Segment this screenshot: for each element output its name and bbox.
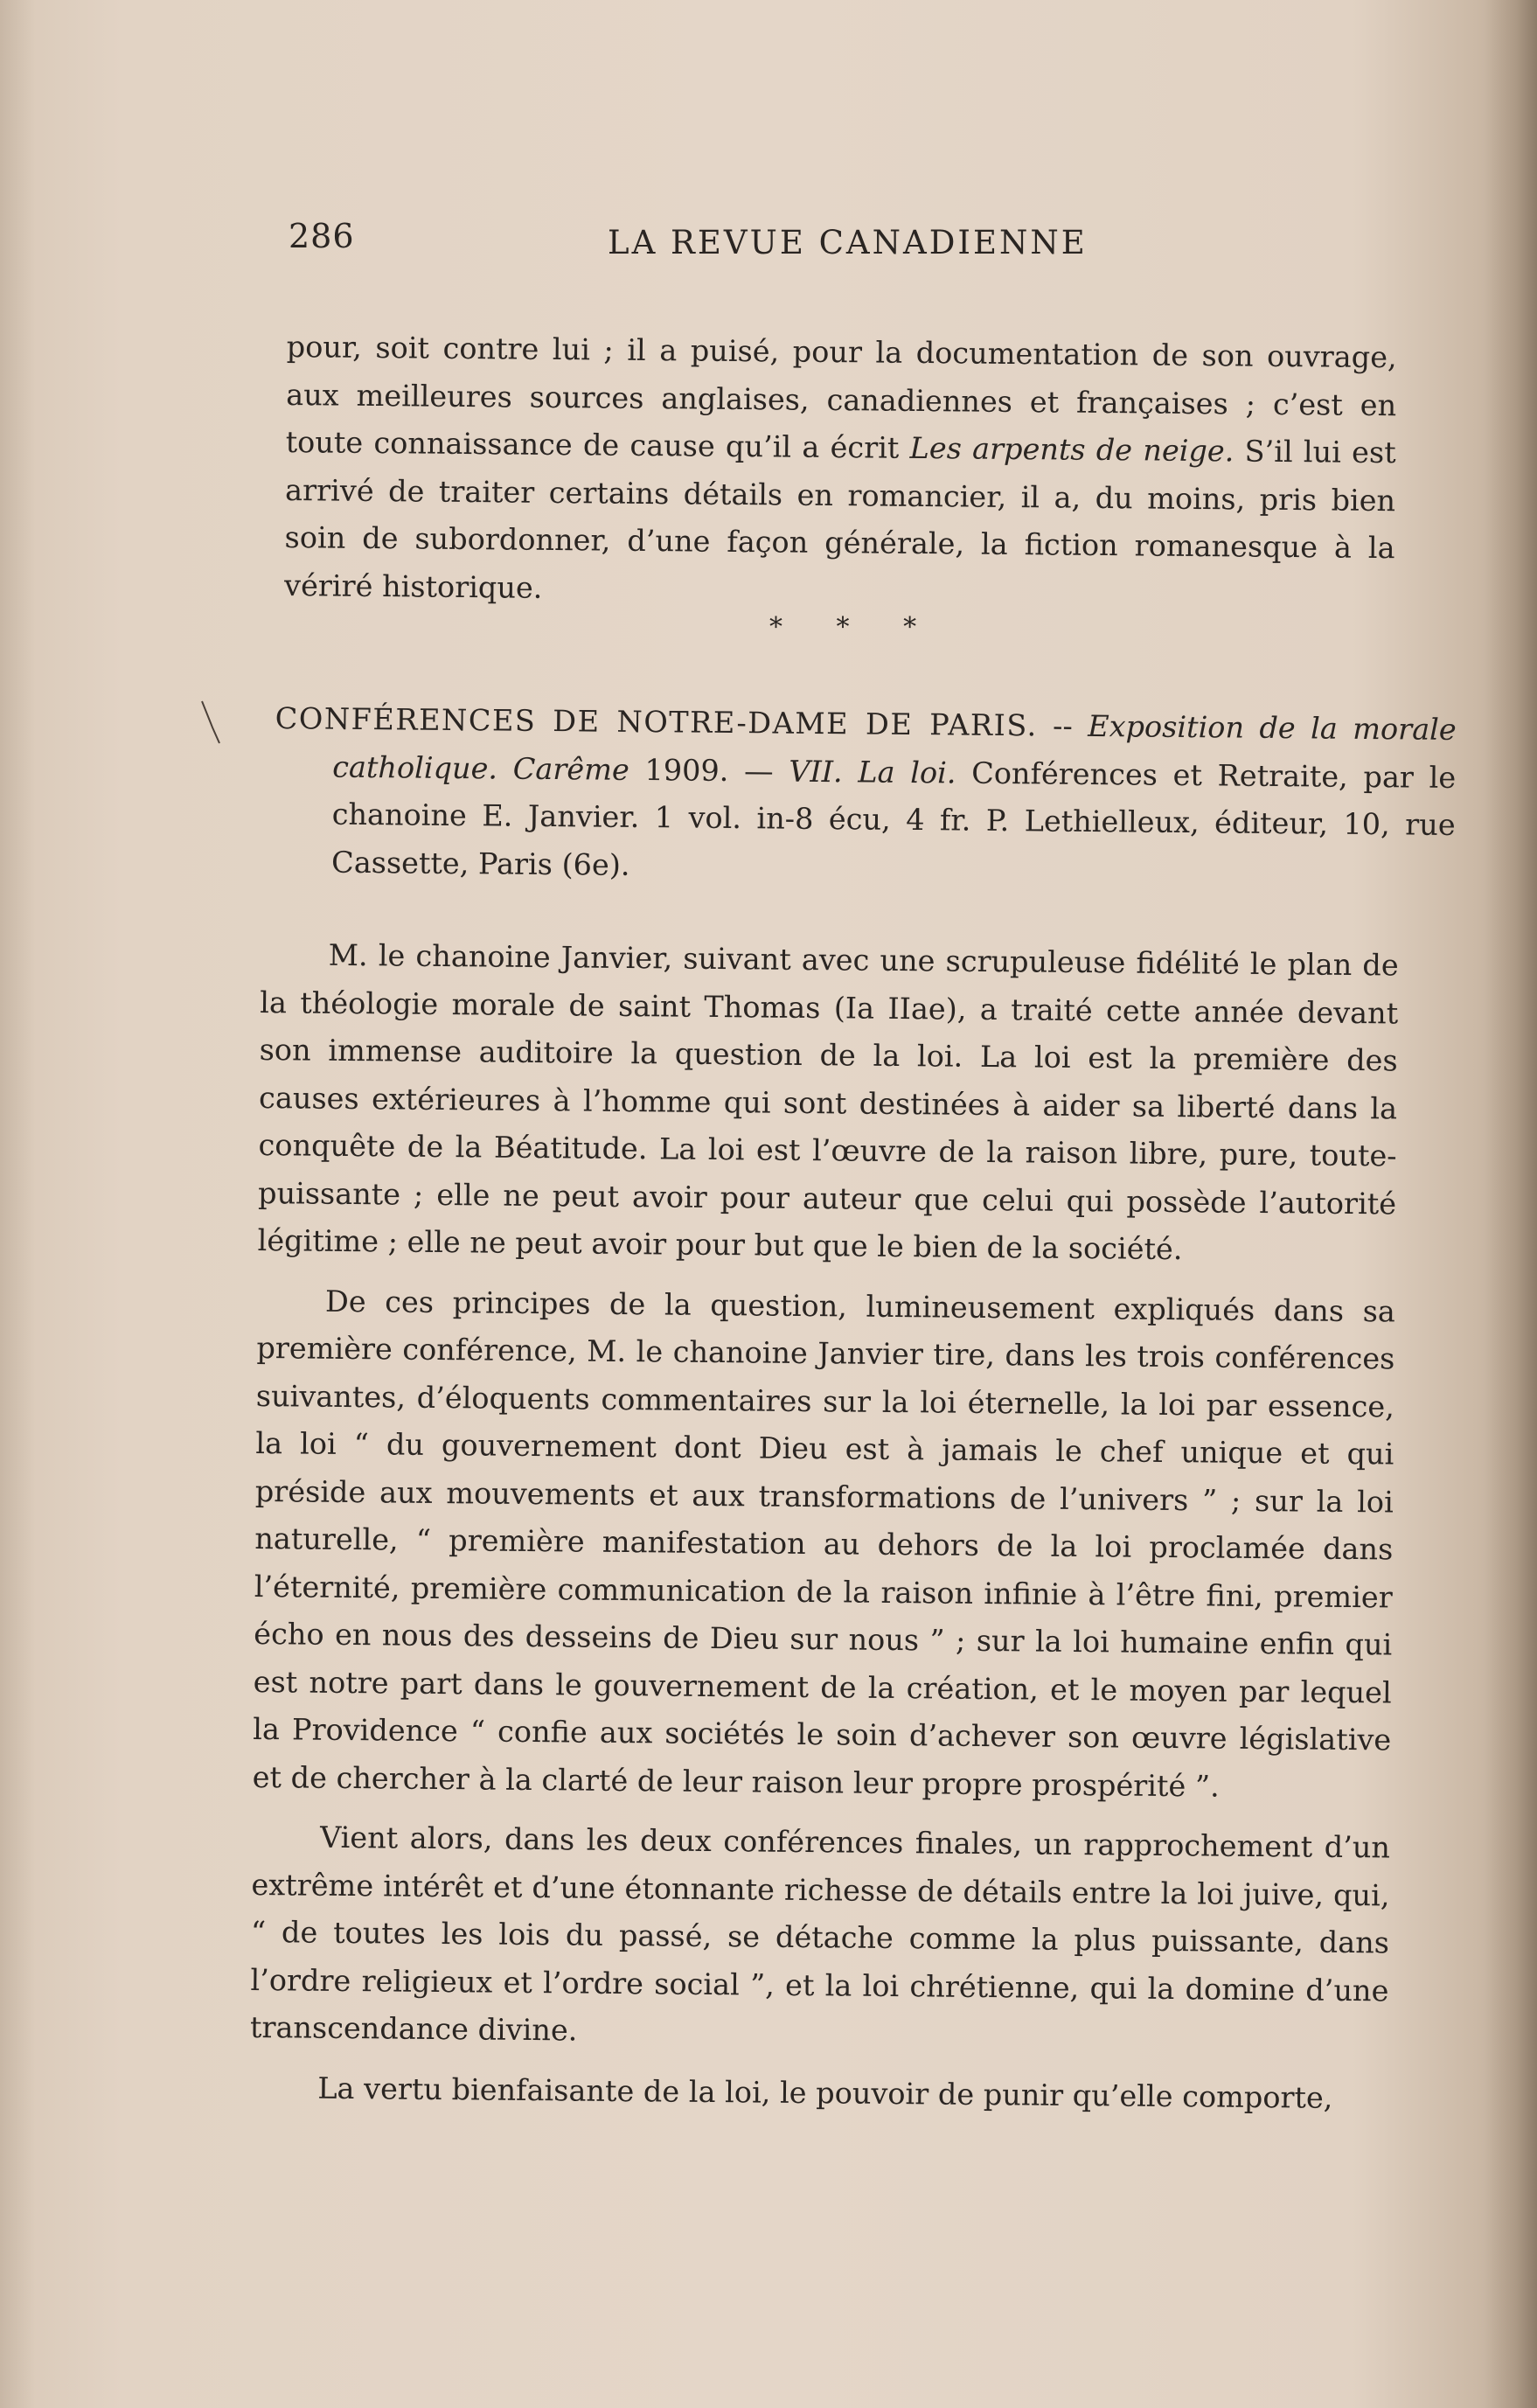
review-paragraph: La vertu bienfaisante de la loi, le pouvoir de punir qu’elle comporte,	[317, 2070, 1333, 2115]
intro-paragraph	[284, 324, 1397, 620]
margin-pencil-mark	[197, 698, 223, 750]
review-paragraph: De ces principes de la question, lumineusement expliqués dans sa première conférence, M. le chanoine Janvier tire, dans les trois conférences suivantes, d’éloquents commentaires sur la loi éternelle, la loi par essence, la loi “ du gouvernement dont Dieu est à jamais le chef unique et qui préside aux mouvements et aux transformations de l’univers ” ; sur la loi naturelle, “ première manifestation au dehors de la loi proclamée dans l’éternité, première communication de la raison infinie à l’être fini, premier écho en nous des desseins de Dieu sur nous ” ; sur la loi humaine enfin qui est notre part dans le gouvernement de la création, et le moyen par lequel la Providence “ confie aux sociétés le soin d’achever son œuvre législative et de chercher à la clarté de leur raison leur propre prospérité ”.	[252, 1284, 1396, 1804]
section-separator: * * *	[769, 612, 940, 643]
review-paragraph: Vient alors, dans les deux conférences finales, un rapprochement d’un extrême intérêt et d’une étonnante richesse de détails entre la loi juive, qui, “ de toutes les lois du passé, se détache comme la plus puissante, dans l’ordre religieux et l’ordre social ”, et la loi chrétienne, qui la domine d’une transcendance divine.	[249, 1820, 1391, 2048]
running-title: LA REVUE CANADIENNE	[608, 224, 1088, 261]
page-binding-shadow	[1485, 0, 1537, 2408]
intro-text: pour, soit contre lui ; il a puisé, pour la documentation de son ouvrage, aux meilleures sources anglaises, canadiennes et françaises ; c’est en toute connaissance de cause qu’il a écrit	[285, 329, 1397, 465]
review-dash: --	[1037, 708, 1088, 743]
page-left-shadow	[0, 0, 35, 2408]
review-body	[249, 931, 1399, 2122]
review-subtitle: Exposition de la morale catholique. Carême	[332, 708, 1457, 787]
review-publication-info: Conférences et Retraite, par le chanoine E. Janvier. 1 vol. in-8 écu, 4 fr. P. Lethielleux, éditeur, 10, rue Cassette, Paris (6e).	[330, 755, 1457, 882]
intro-text-end: S’il lui est arrivé de traiter certains détails en romancier, il a, du moins, pris bien soin de subordonner, d’une façon générale, la fiction romanesque à la vériré historique.	[283, 434, 1396, 605]
book-title: Les arpents de neige.	[909, 430, 1234, 469]
review-volume: VII. La loi.	[789, 754, 956, 790]
review-title: CONFÉRENCES DE NOTRE-DAME DE PARIS.	[275, 700, 1038, 743]
page-header	[289, 217, 1399, 269]
review-year: 1909. —	[629, 752, 789, 789]
page-number: 286	[289, 217, 355, 255]
review-heading	[274, 695, 1457, 897]
review-paragraph: M. le chanoine Janvier, suivant avec une scrupuleuse fidélité le plan de la théologie morale de saint Thomas (Ia IIae), a traité cette année devant son immense auditoire la question de la loi. La loi est la première des causes extérieures à l’homme qui sont destinées à aider sa liberté dans la conquête de la Béatitude. La loi est l’œuvre de la raison libre, pure, toute-puissante ; elle ne peut avoir pour auteur que celui qui possède l’autorité légitime ; elle ne peut avoir pour but que le bien de la société.	[257, 937, 1399, 1267]
